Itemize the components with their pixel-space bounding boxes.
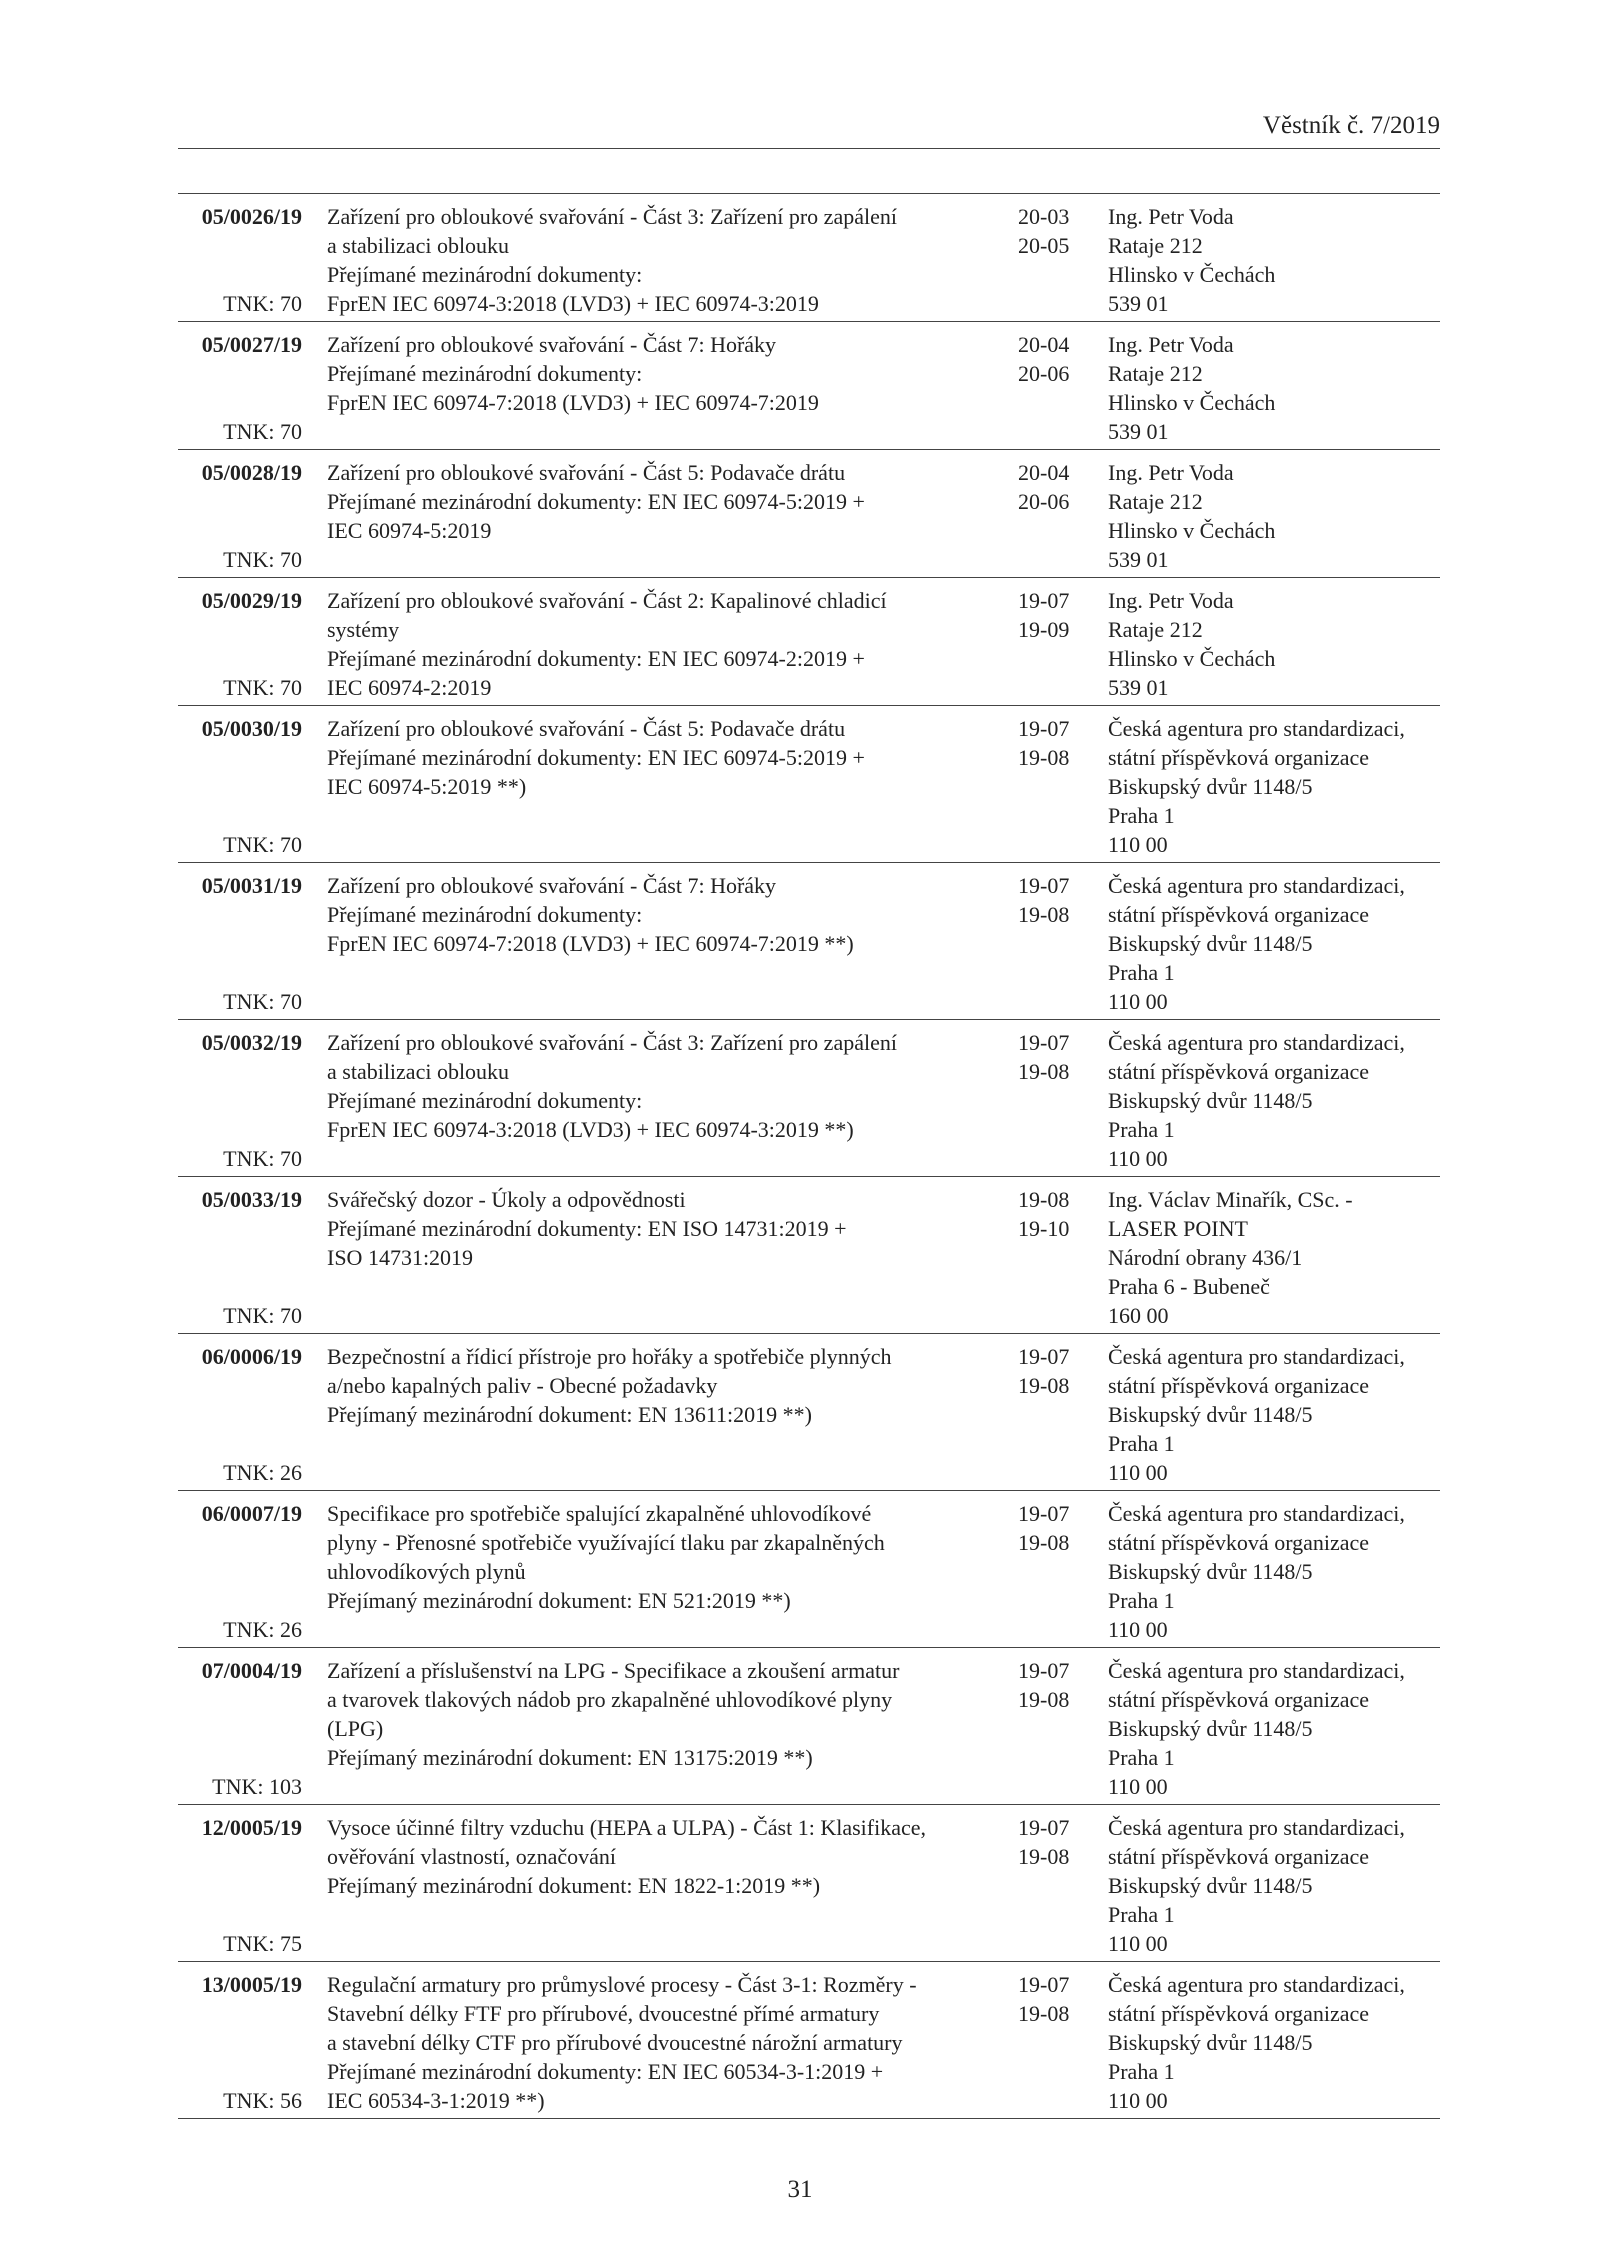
address-line: státní příspěvková organizace — [1108, 1373, 1370, 1398]
address-line: 110 00 — [1108, 1931, 1168, 1956]
table-row — [178, 1177, 1440, 1334]
page-number: 31 — [787, 2176, 813, 2203]
address-line: Biskupský dvůr 1148/5 — [1108, 1088, 1313, 1113]
standard-title — [327, 714, 999, 859]
standard-title — [327, 202, 999, 318]
table-row — [178, 450, 1440, 578]
standards-table — [178, 193, 1440, 2119]
title-line: FprEN IEC 60974-7:2018 (LVD3) + IEC 60974-7:2019 **) — [327, 931, 854, 956]
address-line: 539 01 — [1108, 419, 1169, 444]
processor-address — [1108, 1970, 1448, 2115]
table-row — [178, 1805, 1440, 1962]
standard-title — [327, 586, 999, 702]
date-value: 19-08 — [1018, 2001, 1070, 2026]
standard-number: 05/0030/19 — [201, 716, 302, 741]
date-value: 19-07 — [1018, 873, 1070, 898]
dates-cell — [1018, 1656, 1088, 1714]
date-value: 19-08 — [1018, 902, 1070, 927]
address-line: Biskupský dvůr 1148/5 — [1108, 1559, 1313, 1584]
standard-number-cell — [178, 1813, 302, 1842]
standard-title — [327, 1656, 999, 1801]
address-line: Česká agentura pro standardizaci, — [1108, 1344, 1405, 1369]
standard-number-cell — [178, 1499, 302, 1528]
title-line: Zařízení pro obloukové svařování - Část 3: Zařízení pro zapálení — [327, 1030, 897, 1055]
title-line: Zařízení pro obloukové svařování - Část 2: Kapalinové chladicí — [327, 588, 887, 613]
date-value: 19-07 — [1018, 1344, 1070, 1369]
address-line: Ing. Petr Voda — [1108, 332, 1234, 357]
date-value: 19-08 — [1018, 1530, 1070, 1555]
address-line: 110 00 — [1108, 2088, 1168, 2113]
date-value: 19-07 — [1018, 1501, 1070, 1526]
title-line: a tvarovek tlakových nádob pro zkapalněné uhlovodíkové plyny — [327, 1687, 893, 1712]
standard-title — [327, 1342, 999, 1487]
address-line: 110 00 — [1108, 1617, 1168, 1642]
standard-title — [327, 1813, 999, 1958]
table-row — [178, 194, 1440, 322]
date-value: 19-09 — [1018, 617, 1070, 642]
address-line: Hlinsko v Čechách — [1108, 262, 1276, 287]
title-line: Stavební délky FTF pro přírubové, dvoucestné přímé armatury — [327, 2001, 880, 2026]
standard-number: 05/0027/19 — [201, 332, 302, 357]
title-line: Svářečský dozor - Úkoly a odpovědnosti — [327, 1187, 686, 1212]
date-value: 19-07 — [1018, 716, 1070, 741]
table-row — [178, 1962, 1440, 2119]
address-line: Hlinsko v Čechách — [1108, 518, 1276, 543]
address-line: LASER POINT — [1108, 1216, 1248, 1241]
dates-cell — [1018, 1185, 1088, 1243]
address-line: Praha 1 — [1108, 1588, 1175, 1613]
address-line: Česká agentura pro standardizaci, — [1108, 1815, 1405, 1840]
table-row — [178, 863, 1440, 1020]
dates-cell — [1018, 871, 1088, 929]
processor-address — [1108, 458, 1448, 574]
address-line: Praha 1 — [1108, 1902, 1175, 1927]
processor-address — [1108, 1656, 1448, 1801]
table-row — [178, 322, 1440, 450]
standard-number: 06/0006/19 — [201, 1344, 302, 1369]
address-line: Praha 1 — [1108, 1745, 1175, 1770]
title-line: Přejímaný mezinárodní dokument: EN 13611:2019 **) — [327, 1402, 812, 1427]
address-line: 110 00 — [1108, 1774, 1168, 1799]
standard-number-cell — [178, 714, 302, 743]
address-line: Ing. Petr Voda — [1108, 204, 1234, 229]
title-line: Regulační armatury pro průmyslové procesy - Část 3-1: Rozměry - — [327, 1972, 917, 1997]
tnk-label: TNK: 26 — [223, 1617, 302, 1642]
date-value: 20-04 — [1018, 460, 1070, 485]
title-line: Přejímané mezinárodní dokumenty: EN IEC 60974-2:2019 + — [327, 646, 865, 671]
address-line: Česká agentura pro standardizaci, — [1108, 1972, 1405, 1997]
dates-cell — [1018, 458, 1088, 516]
dates-cell — [1018, 1342, 1088, 1400]
address-line: Biskupský dvůr 1148/5 — [1108, 1402, 1313, 1427]
title-line: Přejímané mezinárodní dokumenty: EN IEC 60534-3-1:2019 + — [327, 2059, 884, 2084]
address-line: Ing. Václav Minařík, CSc. - — [1108, 1187, 1353, 1212]
title-line: Přejímané mezinárodní dokumenty: — [327, 361, 643, 386]
address-line: Biskupský dvůr 1148/5 — [1108, 2030, 1313, 2055]
title-line: Zařízení pro obloukové svařování - Část 3: Zařízení pro zapálení — [327, 204, 897, 229]
processor-address — [1108, 871, 1448, 1016]
tnk-label: TNK: 70 — [223, 832, 302, 857]
address-line: Ing. Petr Voda — [1108, 460, 1234, 485]
title-line: a/nebo kapalných paliv - Obecné požadavky — [327, 1373, 718, 1398]
standard-number: 06/0007/19 — [201, 1501, 302, 1526]
table-row — [178, 1648, 1440, 1805]
date-value: 19-08 — [1018, 1687, 1070, 1712]
address-line: státní příspěvková organizace — [1108, 1059, 1370, 1084]
address-line: státní příspěvková organizace — [1108, 2001, 1370, 2026]
title-line: Přejímané mezinárodní dokumenty: EN IEC 60974-5:2019 + — [327, 745, 865, 770]
processor-address — [1108, 586, 1448, 702]
table-row — [178, 706, 1440, 863]
tnk-label: TNK: 70 — [223, 291, 302, 316]
standard-number-cell — [178, 330, 302, 359]
title-line: FprEN IEC 60974-7:2018 (LVD3) + IEC 60974-7:2019 — [327, 390, 819, 415]
date-value: 20-06 — [1018, 361, 1070, 386]
date-value: 19-08 — [1018, 1187, 1070, 1212]
address-line: Biskupský dvůr 1148/5 — [1108, 1716, 1313, 1741]
processor-address — [1108, 1813, 1448, 1958]
tnk-label: TNK: 70 — [223, 675, 302, 700]
title-line: a stabilizaci oblouku — [327, 233, 510, 258]
address-line: Praha 1 — [1108, 960, 1175, 985]
standard-title — [327, 1185, 999, 1330]
address-line: Biskupský dvůr 1148/5 — [1108, 774, 1313, 799]
processor-address — [1108, 1185, 1448, 1330]
date-value: 20-05 — [1018, 233, 1070, 258]
title-line: Přejímané mezinárodní dokumenty: — [327, 1088, 643, 1113]
title-line: IEC 60974-5:2019 — [327, 518, 492, 543]
standard-number: 13/0005/19 — [201, 1972, 302, 1997]
date-value: 20-03 — [1018, 204, 1070, 229]
standard-number: 05/0029/19 — [201, 588, 302, 613]
dates-cell — [1018, 714, 1088, 772]
address-line: Rataje 212 — [1108, 361, 1203, 386]
date-value: 19-10 — [1018, 1216, 1070, 1241]
title-line: Přejímaný mezinárodní dokument: EN 1822-1:2019 **) — [327, 1873, 821, 1898]
title-line: Přejímané mezinárodní dokumenty: — [327, 262, 643, 287]
title-line: Přejímané mezinárodní dokumenty: EN ISO 14731:2019 + — [327, 1216, 847, 1241]
standard-number-cell — [178, 458, 302, 487]
title-line: Vysoce účinné filtry vzduchu (HEPA a ULPA) - Část 1: Klasifikace, — [327, 1815, 926, 1840]
title-line: Přejímaný mezinárodní dokument: EN 521:2019 **) — [327, 1588, 791, 1613]
tnk-label: TNK: 75 — [223, 1931, 302, 1956]
address-line: Praha 1 — [1108, 803, 1175, 828]
dates-cell — [1018, 330, 1088, 388]
title-line: Specifikace pro spotřebiče spalující zkapalněné uhlovodíkové — [327, 1501, 872, 1526]
address-line: Praha 1 — [1108, 1117, 1175, 1142]
address-line: Česká agentura pro standardizaci, — [1108, 1658, 1405, 1683]
standard-number: 05/0033/19 — [201, 1187, 302, 1212]
date-value: 19-07 — [1018, 1815, 1070, 1840]
title-line: Přejímané mezinárodní dokumenty: EN IEC 60974-5:2019 + — [327, 489, 865, 514]
processor-address — [1108, 714, 1448, 859]
title-line: Zařízení pro obloukové svařování - Část 7: Hořáky — [327, 332, 777, 357]
date-value: 19-08 — [1018, 745, 1070, 770]
address-line: státní příspěvková organizace — [1108, 1687, 1370, 1712]
address-line: 110 00 — [1108, 989, 1168, 1014]
standard-number: 12/0005/19 — [201, 1815, 302, 1840]
standard-number-cell — [178, 586, 302, 615]
dates-cell — [1018, 1813, 1088, 1871]
table-row — [178, 578, 1440, 706]
address-line: Praha 6 - Bubeneč — [1108, 1274, 1270, 1299]
standard-title — [327, 1028, 999, 1173]
title-line: ověřování vlastností, označování — [327, 1844, 616, 1869]
address-line: 110 00 — [1108, 1460, 1168, 1485]
standard-number-cell — [178, 202, 302, 231]
table-row — [178, 1020, 1440, 1177]
tnk-label: TNK: 70 — [223, 547, 302, 572]
address-line: státní příspěvková organizace — [1108, 902, 1370, 927]
table-row — [178, 1334, 1440, 1491]
tnk-label: TNK: 26 — [223, 1460, 302, 1485]
address-line: Rataje 212 — [1108, 617, 1203, 642]
standard-title — [327, 871, 999, 1016]
standard-title — [327, 1970, 999, 2115]
address-line: státní příspěvková organizace — [1108, 1530, 1370, 1555]
dates-cell — [1018, 586, 1088, 644]
tnk-label: TNK: 70 — [223, 989, 302, 1014]
standard-number-cell — [178, 1970, 302, 1999]
address-line: Česká agentura pro standardizaci, — [1108, 873, 1405, 898]
title-line: IEC 60974-2:2019 — [327, 675, 492, 700]
title-line: (LPG) — [327, 1716, 384, 1741]
date-value: 19-07 — [1018, 1658, 1070, 1683]
standard-title — [327, 458, 999, 574]
title-line: Přejímané mezinárodní dokumenty: — [327, 902, 643, 927]
title-line: Zařízení pro obloukové svařování - Část 5: Podavače drátu — [327, 460, 846, 485]
title-line: Zařízení pro obloukové svařování - Část 5: Podavače drátu — [327, 716, 846, 741]
address-line: Hlinsko v Čechách — [1108, 390, 1276, 415]
dates-cell — [1018, 1499, 1088, 1557]
address-line: státní příspěvková organizace — [1108, 745, 1370, 770]
address-line: Biskupský dvůr 1148/5 — [1108, 931, 1313, 956]
dates-cell — [1018, 202, 1088, 260]
standard-number: 05/0026/19 — [201, 204, 302, 229]
dates-cell — [1018, 1028, 1088, 1086]
address-line: Česká agentura pro standardizaci, — [1108, 1030, 1405, 1055]
title-line: a stavební délky CTF pro přírubové dvoucestné nárožní armatury — [327, 2030, 903, 2055]
date-value: 20-06 — [1018, 489, 1070, 514]
title-line: FprEN IEC 60974-3:2018 (LVD3) + IEC 60974-3:2019 — [327, 291, 819, 316]
title-line: plyny - Přenosné spotřebiče využívající tlaku par zkapalněných — [327, 1530, 885, 1555]
address-line: 539 01 — [1108, 291, 1169, 316]
address-line: Rataje 212 — [1108, 489, 1203, 514]
title-line: Bezpečnostní a řídicí přístroje pro hořáky a spotřebiče plynných — [327, 1344, 892, 1369]
title-line: Zařízení a příslušenství na LPG - Specifikace a zkoušení armatur — [327, 1658, 900, 1683]
address-line: 539 01 — [1108, 675, 1169, 700]
standard-number: 05/0031/19 — [201, 873, 302, 898]
address-line: Ing. Petr Voda — [1108, 588, 1234, 613]
dates-cell — [1018, 1970, 1088, 2028]
address-line: Praha 1 — [1108, 1431, 1175, 1456]
standard-number-cell — [178, 1185, 302, 1214]
processor-address — [1108, 202, 1448, 318]
address-line: Biskupský dvůr 1148/5 — [1108, 1873, 1313, 1898]
tnk-label: TNK: 70 — [223, 1146, 302, 1171]
standard-title — [327, 1499, 999, 1644]
title-line: Zařízení pro obloukové svařování - Část 7: Hořáky — [327, 873, 777, 898]
date-value: 19-08 — [1018, 1373, 1070, 1398]
tnk-label: TNK: 56 — [223, 2088, 302, 2113]
standard-number: 05/0032/19 — [201, 1030, 302, 1055]
processor-address — [1108, 330, 1448, 446]
address-line: Rataje 212 — [1108, 233, 1203, 258]
standard-number: 05/0028/19 — [201, 460, 302, 485]
title-line: Přejímaný mezinárodní dokument: EN 13175:2019 **) — [327, 1745, 813, 1770]
page-header — [178, 108, 1440, 149]
date-value: 19-07 — [1018, 1972, 1070, 1997]
title-line: FprEN IEC 60974-3:2018 (LVD3) + IEC 60974-3:2019 **) — [327, 1117, 854, 1142]
date-value: 19-08 — [1018, 1844, 1070, 1869]
processor-address — [1108, 1028, 1448, 1173]
tnk-label: TNK: 70 — [223, 419, 302, 444]
date-value: 19-08 — [1018, 1059, 1070, 1084]
standard-number-cell — [178, 871, 302, 900]
tnk-label: TNK: 103 — [212, 1774, 302, 1799]
address-line: Praha 1 — [1108, 2059, 1175, 2084]
address-line: Hlinsko v Čechách — [1108, 646, 1276, 671]
standard-number-cell — [178, 1028, 302, 1057]
address-line: 160 00 — [1108, 1303, 1169, 1328]
standard-number-cell — [178, 1656, 302, 1685]
title-line: IEC 60534-3-1:2019 **) — [327, 2088, 545, 2113]
address-line: 539 01 — [1108, 547, 1169, 572]
date-value: 19-07 — [1018, 588, 1070, 613]
address-line: Národní obrany 436/1 — [1108, 1245, 1303, 1270]
date-value: 20-04 — [1018, 332, 1070, 357]
date-value: 19-07 — [1018, 1030, 1070, 1055]
table-row — [178, 1491, 1440, 1648]
title-line: a stabilizaci oblouku — [327, 1059, 510, 1084]
title-line: IEC 60974-5:2019 **) — [327, 774, 527, 799]
address-line: Česká agentura pro standardizaci, — [1108, 1501, 1405, 1526]
address-line: Česká agentura pro standardizaci, — [1108, 716, 1405, 741]
title-line: systémy — [327, 617, 400, 642]
processor-address — [1108, 1499, 1448, 1644]
standard-title — [327, 330, 999, 446]
tnk-label: TNK: 70 — [223, 1303, 302, 1328]
address-line: 110 00 — [1108, 1146, 1168, 1171]
address-line: státní příspěvková organizace — [1108, 1844, 1370, 1869]
bulletin-title: Věstník č. 7/2019 — [1262, 112, 1440, 139]
processor-address — [1108, 1342, 1448, 1487]
title-line: ISO 14731:2019 — [327, 1245, 474, 1270]
standard-number-cell — [178, 1342, 302, 1371]
standard-number: 07/0004/19 — [201, 1658, 302, 1683]
title-line: uhlovodíkových plynů — [327, 1559, 526, 1584]
address-line: 110 00 — [1108, 832, 1168, 857]
